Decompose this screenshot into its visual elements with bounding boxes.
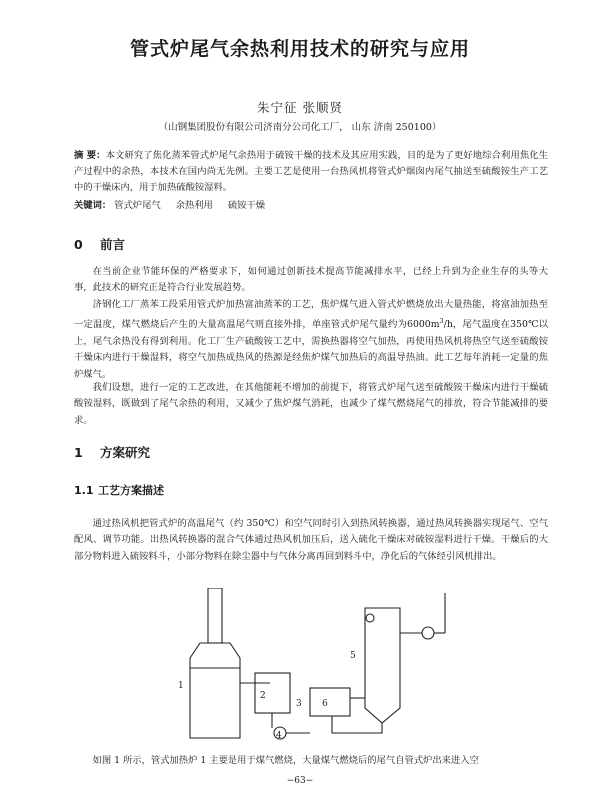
section-number: 0: [74, 237, 83, 252]
paragraph: 我们设想，进行一定的工艺改进，在其他能耗不增加的前提下，将管式炉尾气送至硫酸铵干燥床内进行干燥硫酸铵湿料，既做到了尾气余热的利用，又减少了焦炉煤气消耗，也减少了煤气燃烧尾气的排放，符合节能减排的要求。: [74, 382, 548, 426]
valve: [366, 614, 374, 622]
paragraph: 通过热风机把管式炉的高温尾气（约 350℃）和空气同时引入到热风转换器，通过热风转换器实现尾气、空气配风、调节功能。出热风转换器的混合气体通过热风机加压后，送入硫化干燥床对硫铵湿料进行干燥。干燥后的大部分物料进入硫铵料斗，小部分物料在除尘器中与气体分离再回到料斗中，净化后的气体经引风机排出。: [74, 518, 548, 562]
exhaust-fan: [422, 627, 434, 639]
keyword: 余热利用: [175, 200, 213, 211]
section-number: 1: [74, 445, 83, 460]
drying-bed: [310, 688, 350, 716]
paragraph: 在当前企业节能环保的严格要求下，如何通过创新技术提高节能减排水平，已经上升到为企业生存的头等大事，此技术的研究正是符合行业发展趋势。: [74, 266, 548, 294]
abstract: [74, 148, 548, 196]
tube-furnace: [190, 643, 240, 738]
subsection-number: 1.1: [74, 484, 94, 497]
fig-label: 3: [296, 699, 302, 709]
superscript: 3: [439, 317, 444, 326]
dust-collector: [365, 608, 400, 723]
chimney: [208, 588, 222, 643]
abstract-label: 摘 要：: [74, 150, 106, 161]
keyword: 管式炉尾气: [114, 200, 161, 211]
section-title: 方案研究: [100, 445, 151, 460]
paper-authors: 朱宁征 张顺贤: [257, 100, 343, 115]
fig-label: 5: [350, 651, 356, 661]
fig-label: 6: [322, 699, 328, 709]
page-number: −63−: [286, 776, 314, 786]
keywords: [74, 197, 548, 211]
fig-label: 1: [178, 681, 184, 691]
paragraph-text: /h，尾气温度在350℃以上，尾气余热没有得到利用。化工厂生产硫酸铵工艺中，需换热器将空气加热，再使用热风机将热空气送至硫酸铵干燥床内进行干燥湿料，将空气加热成热风的热源是经焦炉煤气加热后的高温导热油。此工艺每年消耗一定量的焦炉煤气。: [74, 319, 549, 380]
abstract-text: 本文研究了焦化蒸苯管式炉尾气余热用于硫铵干燥的技术及其应用实践，目的是为了更好地综合利用焦化生产过程中的余热，本技术在国内尚无先例。主要工艺是使用一台热风机将管式炉烟囱内尾气抽送至硫酸铵生产工艺中的干燥床内，用于加热硫酸铵湿料。: [74, 150, 548, 193]
paragraph-text: 济钢化工厂蒸苯工段采用管式炉加热富油蒸苯的工艺，焦炉煤气进入管式炉燃烧放出大量热能，将富油加热至一定温度，煤气燃烧后产生的大量高温尾气则直接外排，单座管式炉尾气量约为6000m: [74, 299, 548, 331]
section-title: 前言: [100, 237, 126, 252]
material-return: [332, 716, 382, 733]
fig-label: 4: [276, 731, 282, 741]
subsection-heading-1-1: [74, 482, 164, 498]
keywords-label: 关键词：: [74, 200, 112, 211]
paper-title: 管式炉尾气余热利用技术的研究与应用: [129, 38, 470, 60]
fig-label: 2: [260, 691, 266, 701]
subsection-title: 工艺方案描述: [98, 484, 164, 497]
paragraph: 如图 1 所示，管式加热炉 1 主要是用于煤气燃烧，大量煤气燃烧后的尾气自管式炉出来进入空: [92, 755, 479, 766]
section-heading-1: [74, 443, 150, 461]
keyword: 硫铵干燥: [227, 200, 266, 211]
process-flow-diagram: [160, 588, 460, 743]
section-heading-0: [74, 235, 125, 253]
paragraph: [74, 297, 548, 383]
paper-affiliation: （山钢集团股份有限公司济南分公司化工厂， 山东 济南 250100）: [158, 122, 442, 133]
